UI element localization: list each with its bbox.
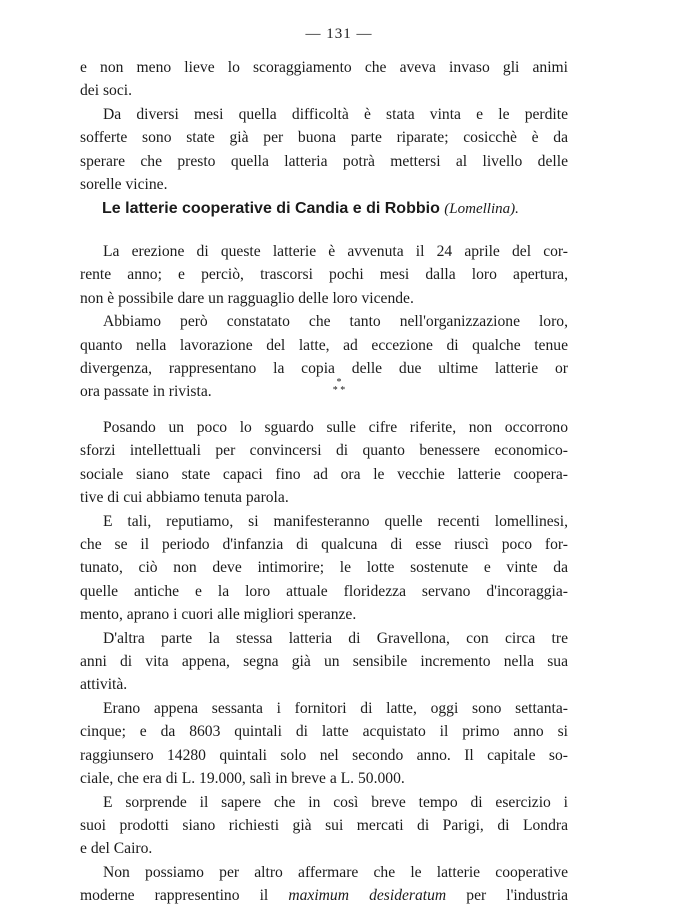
line-end: per l'industria — [466, 887, 568, 905]
section-heading-title: Le latterie cooperative di Candia e di Robbio — [102, 200, 440, 217]
text-line: sorelle vicine. — [80, 176, 168, 194]
text-line: dei soci. — [80, 82, 132, 100]
text-line: attività. — [80, 676, 128, 694]
text-line: Posando un poco lo sguardo sulle cifre riferite, non occorrono — [103, 419, 568, 436]
text-line: D'altra parte la stessa latteria di Gravellona, con circa tre — [103, 629, 568, 647]
text-line: sofferte sono state già per buona parte riparate; cosicchè è da — [80, 129, 568, 147]
latin-phrase: maximum desideratum — [288, 887, 447, 905]
section-heading — [102, 199, 519, 219]
text-block-1 — [80, 56, 568, 196]
text-line — [80, 884, 568, 907]
text-line: anni di vita appena, segna già un sensibile incremento nella sua — [80, 653, 568, 671]
asterism-top: * — [336, 377, 342, 388]
text-line: ora passate in rivista. — [80, 383, 212, 401]
line-start: moderne rappresentino il — [80, 887, 269, 905]
text-line: cinque; e da 8603 quintali di latte acquistato il primo anno si — [80, 723, 568, 741]
page-number: — 131 — — [305, 26, 373, 42]
text-line: suoi prodotti siano richiesti già sui mercati di Parigi, di Londra — [80, 816, 568, 834]
text-line: tive di cui abbiamo tenuta parola. — [80, 489, 289, 507]
text-line: sforzi intellettuali per convincersi di quanto benessere economico- — [80, 442, 568, 460]
text-line: rente anno; e perciò, trascorsi pochi mesi dalla loro apertura, — [80, 266, 568, 284]
text-line: E sorprende il sapere che in così breve tempo di esercizio i — [103, 793, 568, 811]
asterism-separator — [0, 379, 678, 395]
asterism-bottom: * * — [332, 385, 346, 396]
text-line: E tali, reputiamo, si manifesteranno quelle recenti lomellinesi, — [103, 512, 568, 530]
text-line: sperare che presto quella latteria potrà mettersi al livello delle — [80, 152, 568, 170]
text-line: sociale siano state capaci fino ad ora le vecchie latterie coopera- — [80, 465, 568, 483]
text-line: Abbiamo però constatato che tanto nell'organizzazione loro, — [103, 313, 568, 331]
text-line: La erezione di queste latterie è avvenuta il 24 aprile del cor- — [103, 243, 568, 260]
text-line: divergenza, rappresentano la copia delle due ultime latterie or — [80, 360, 568, 378]
text-line: Erano appena sessanta i fornitori di latte, oggi sono settanta- — [103, 699, 568, 717]
text-line: tunato, ciò non deve intimorire; le lotte sostenute e vinte da — [80, 559, 568, 577]
text-line: raggiunsero 14280 quintali solo nel secondo anno. Il capitale so- — [80, 746, 568, 764]
text-line: quanto nella lavorazione del latte, ad eccezione di qualche tenue — [80, 336, 568, 354]
section-heading-note: (Lomellina). — [444, 201, 519, 217]
text-line: che se il periodo d'infanzia di qualcuna di esse riuscì poco for- — [80, 536, 568, 554]
text-line: e del Cairo. — [80, 840, 153, 858]
text-line: non è possibile dare un ragguaglio delle loro vicende. — [80, 289, 414, 307]
text-line: ciale, che era di L. 19.000, salì in breve a L. 50.000. — [80, 770, 405, 788]
text-line: e non meno lieve lo scoraggiamento che aveva invaso gli animi — [80, 59, 568, 76]
text-line: Non possiamo per altro affermare che le latterie cooperative — [103, 863, 568, 881]
text-block-3 — [80, 416, 568, 908]
text-line: quelle antiche e la loro attuale floridezza servano d'incoraggia- — [80, 582, 568, 600]
text-line: mento, aprano i cuori alle migliori speranze. — [80, 606, 357, 624]
text-line: Da diversi mesi quella difficoltà è stata vinta e le perdite — [103, 105, 568, 123]
